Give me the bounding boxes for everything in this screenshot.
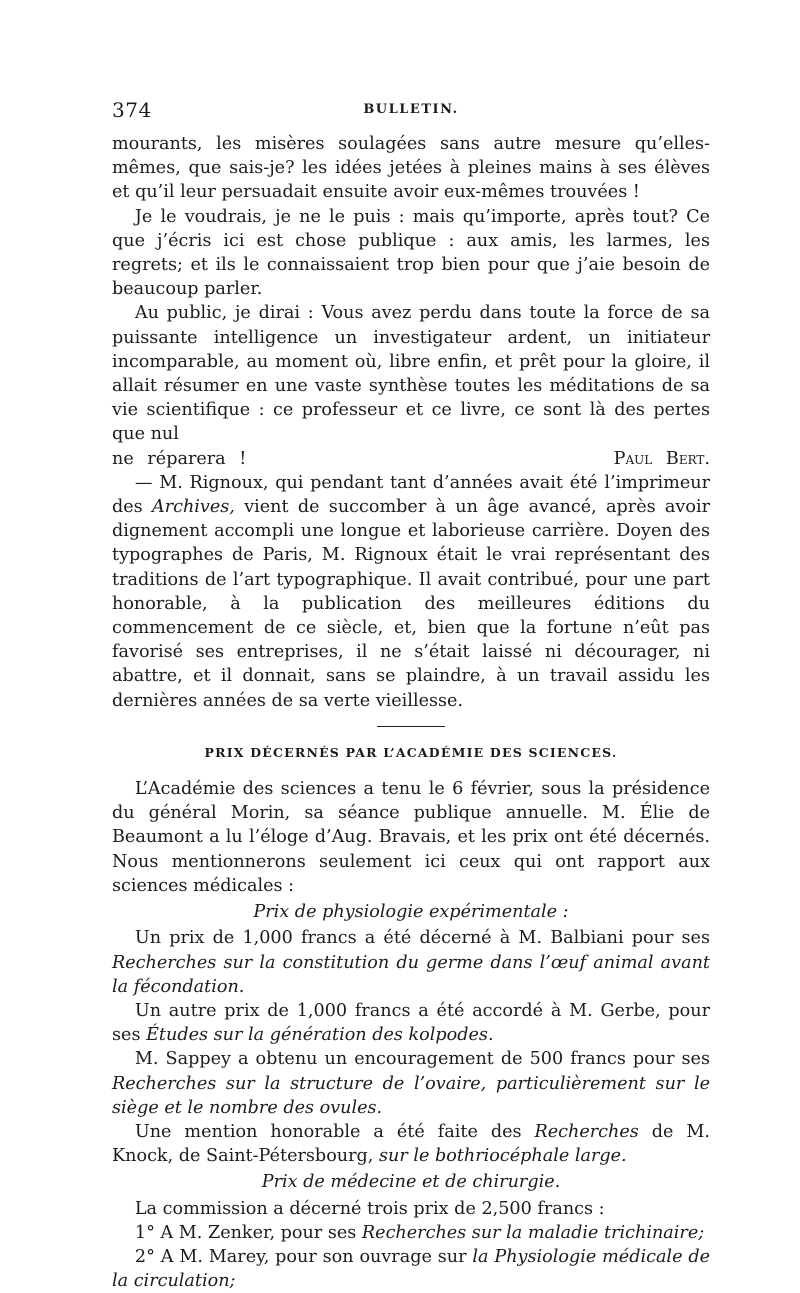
- page-header: [112, 98, 710, 124]
- commission-intro: La commission a décerné trois prix de 2,500 francs :: [134, 1198, 605, 1219]
- prize-work-title: Études sur la génération des kolpodes.: [146, 1025, 494, 1046]
- section-divider: [377, 726, 445, 727]
- subheading-medecine: Prix de médecine et de chirurgie.: [261, 1172, 561, 1193]
- paragraph-ending: ne réparera !: [112, 448, 247, 469]
- prize-work-title: Recherches sur la maladie trichinaire;: [361, 1222, 705, 1243]
- obituary-paragraph: [112, 471, 710, 713]
- prize-entry: [112, 926, 710, 999]
- prize-entry: [112, 999, 710, 1047]
- prize-text: de M. Knock, de Saint-Pétersbourg,: [112, 1121, 711, 1167]
- prize-text: M. Sappey a obtenu un encouragement de 500 francs pour ses: [134, 1049, 710, 1070]
- prize-work-title: la Physiologie médicale de la circulation;: [112, 1246, 711, 1292]
- prize-list-item: [112, 1221, 710, 1245]
- prize-entry: [112, 1047, 710, 1120]
- list-number: 1°: [134, 1222, 155, 1243]
- prize-text: A M. Zenker, pour ses: [160, 1222, 357, 1243]
- obituary-text-start: — M. Rignoux, qui pendant tant d’années avait été l’imprimeur des: [112, 472, 710, 518]
- section-title: PRIX DÉCERNÉS PAR L’ACADÉMIE DES SCIENCES.: [204, 744, 618, 760]
- paragraph-continued: mourants, les misères soulagées sans autre mesure qu’elles-mêmes, que sais-je? les idées jetées à pleines mains à ses élèves et qu’il leur persuadait ensuite avoir eux-mêmes trouvées !: [112, 134, 710, 203]
- author-signature: Paul Bert.: [613, 448, 711, 469]
- paragraph: Au public, je dirai : Vous avez perdu dans toute la force de sa puissante intelligence un investigateur ardent, un initiateur incomparable, au moment où, libre enfin, et prêt pour la gloire, il allait résumer en une vaste synthèse toutes les méditations de sa vie scientifique : ce professeur et ce livre, ce sont là des pertes que nul: [112, 303, 710, 445]
- prize-list-item: [112, 1245, 710, 1293]
- signature-line: [112, 447, 710, 471]
- prize-text: Un autre prix de 1,000 francs a été accordé à M. Gerbe, pour ses: [112, 1000, 710, 1046]
- subheading-physiologie: Prix de physiologie expérimentale :: [253, 902, 569, 923]
- paragraph: Je le voudrais, je ne le puis : mais qu’importe, après tout? Ce que j’écris ici est chose publique : aux amis, les larmes, les regrets; et ils le connaissaient trop bien pour que j’aie besoin de beaucoup parler.: [112, 206, 710, 300]
- prize-work-title: Recherches sur la constitution du germe dans l’œuf animal avant la fécondation.: [112, 952, 710, 997]
- prize-text: Un prix de 1,000 francs a été décerné à M. Balbiani pour ses: [134, 928, 710, 949]
- obituary-text-rest: vient de succomber à un âge avancé, après avoir dignement accompli une longue et laborieuse carrière. Doyen des typographes de Paris, M. Rignoux était le vrai représentant des traditions de l’art typographique. Il avait contribué, pour une part honorable, à la publication des meilleures éditions du commencement de ce siècle, et, bien que la fortune n’eût pas favorisé ses entreprises, il ne s’était laissé ni décourager, ni abattre, et il donnait, sans se plaindre, à un travail assidu les dernières années de sa verte vieillesse.: [112, 497, 710, 711]
- journal-title: Archives,: [152, 497, 235, 518]
- prize-text: Une mention honorable a été faite des: [134, 1121, 522, 1142]
- section-intro: L’Académie des sciences a tenu le 6 février, sous la présidence du général Morin, sa séance publique annuelle. M. Élie de Beaumont a lu l’éloge d’Aug. Bravais, et les prix ont été décernés. Nous mentionnerons seulement ici ceux qui ont rapport aux sciences médicales :: [112, 779, 710, 896]
- prize-work-title: Recherches sur la structure de l’ovaire, particulièrement sur le siège et le nombre des ovules.: [112, 1073, 710, 1118]
- running-head: BULLETIN.: [363, 102, 459, 117]
- prize-work-title: Recherches: [534, 1121, 639, 1142]
- prize-entry: [112, 1120, 710, 1168]
- page-body: [112, 132, 710, 1293]
- prize-text: A M. Marey, pour son ouvrage sur: [160, 1246, 467, 1267]
- list-number: 2°: [134, 1246, 155, 1267]
- prize-work-title: sur le bothriocéphale large.: [378, 1146, 627, 1167]
- page-number: 374: [112, 98, 152, 122]
